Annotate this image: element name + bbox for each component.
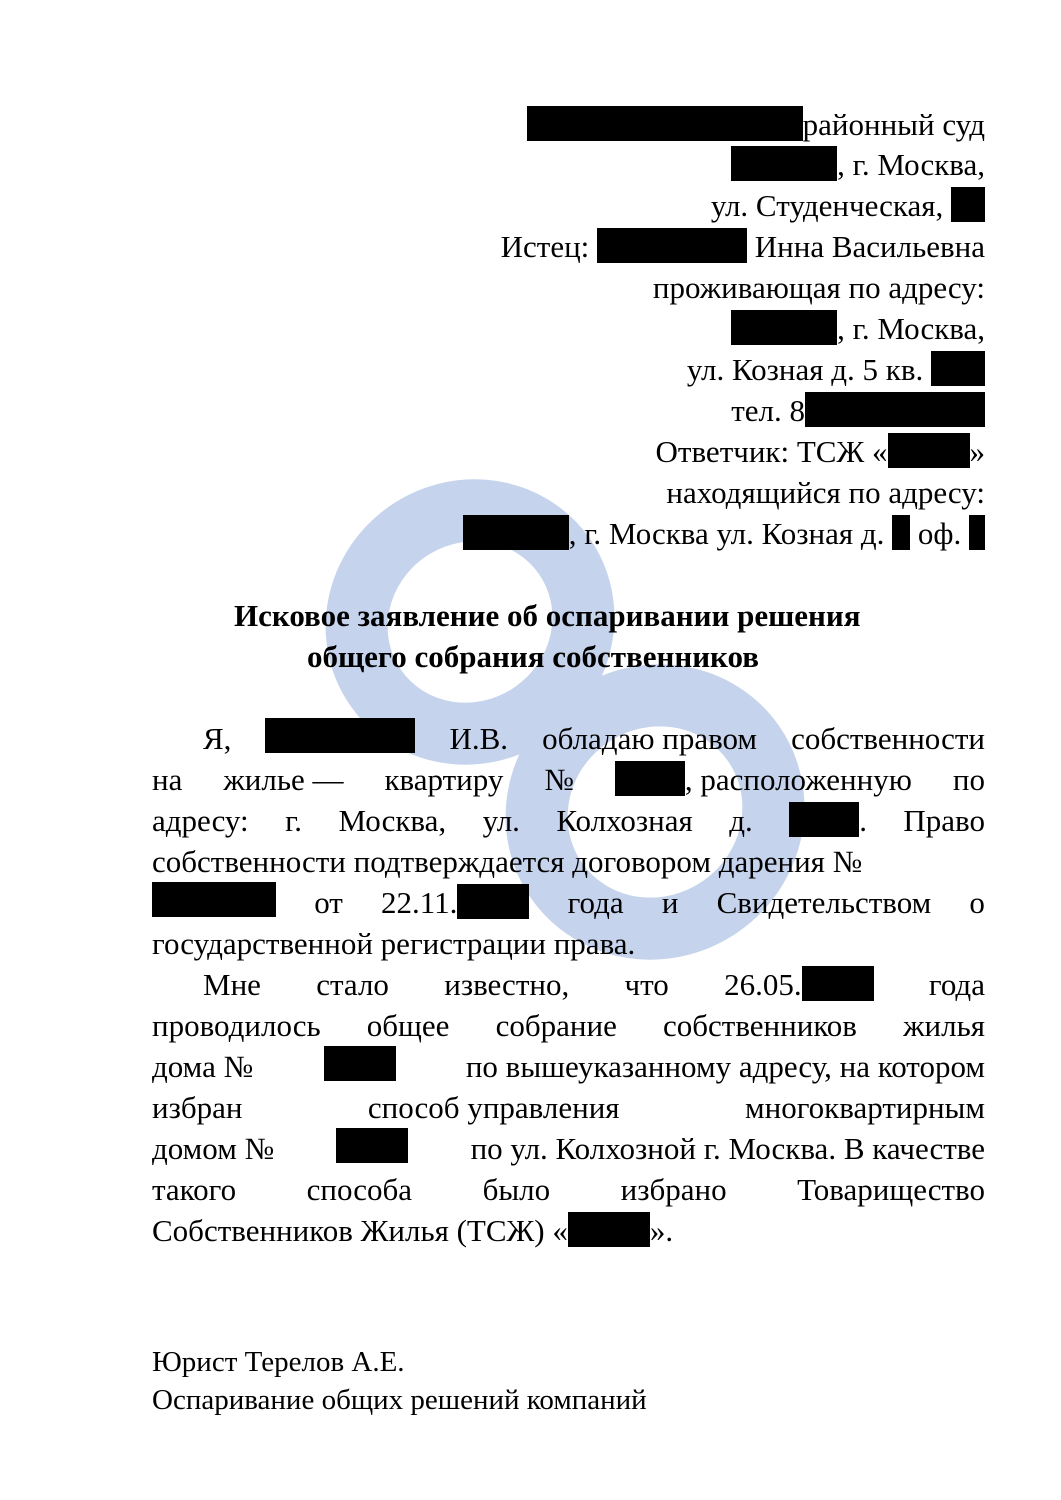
word: по вышеуказанному адресу, на котором	[465, 1049, 985, 1084]
word: Москва,	[338, 803, 447, 838]
word: Я,	[203, 721, 232, 756]
body-line	[152, 1005, 985, 1046]
redaction	[597, 228, 747, 263]
word: избран	[152, 1090, 243, 1125]
defendant-quote-close: »	[969, 434, 985, 469]
redaction	[951, 187, 985, 222]
redaction	[336, 1128, 408, 1163]
word: собственников	[663, 1008, 857, 1043]
plaintiff-street: ул. Козная д. 5 кв.	[686, 352, 924, 387]
redaction	[969, 515, 985, 550]
redaction	[731, 146, 837, 181]
word: .	[859, 803, 867, 838]
word: Мне	[203, 967, 261, 1002]
plaintiff-name: Инна Васильевна	[754, 229, 985, 264]
document-title-line-2: общего собрания собственников	[307, 639, 759, 674]
body-line: собственности подтверждается договором дарения №	[152, 844, 863, 879]
redaction	[731, 310, 837, 345]
body-line	[152, 1087, 985, 1128]
redaction	[802, 966, 874, 1001]
word: от	[314, 885, 343, 920]
plaintiff-label: Истец:	[500, 229, 590, 264]
word: проводилось	[152, 1008, 321, 1043]
word: собственности	[791, 721, 985, 756]
signature-role: Оспаривание общих решений компаний	[152, 1384, 647, 1416]
word: по	[952, 762, 985, 797]
court-line	[527, 104, 985, 145]
word: домом №	[152, 1131, 275, 1166]
word: известно,	[444, 967, 570, 1002]
word: Собственников Жилья (ТСЖ) «	[152, 1213, 568, 1248]
word: способа	[306, 1172, 413, 1207]
word: Свидетельством	[716, 885, 932, 920]
defendant-office: оф.	[917, 516, 962, 551]
document-title-line-1: Исковое заявление об оспаривании решения	[234, 598, 861, 633]
word: такого	[152, 1172, 237, 1207]
word: г.	[285, 803, 303, 838]
word: было	[482, 1172, 551, 1207]
plaintiff-city-line	[731, 308, 985, 349]
word: по ул. Колхозной г. Москва. В качестве	[470, 1131, 985, 1166]
word: 26.05.	[724, 967, 802, 1002]
redaction	[892, 515, 910, 550]
court-city-line	[731, 144, 985, 185]
word: года	[567, 885, 624, 920]
word: что	[624, 967, 669, 1002]
word: избрано	[620, 1172, 727, 1207]
redaction	[615, 761, 685, 796]
defendant-address: , г. Москва ул. Козная д.	[568, 516, 885, 551]
word: и	[661, 885, 679, 920]
signature-name: Юрист Терелов А.Е.	[152, 1346, 405, 1378]
word: , расположенную	[684, 762, 912, 797]
court-name: районный суд	[802, 107, 985, 142]
word: Колхозная	[556, 803, 693, 838]
word: адресу:	[152, 803, 249, 838]
body-line	[152, 882, 985, 923]
word: многоквартирным	[745, 1090, 985, 1125]
redaction	[265, 718, 415, 753]
redaction	[457, 884, 529, 919]
redaction	[152, 882, 276, 917]
redaction	[805, 392, 985, 427]
redaction	[463, 515, 569, 550]
court-street-line	[711, 185, 985, 226]
residing-line	[653, 267, 985, 308]
word: Право	[903, 803, 985, 838]
word: стало	[316, 967, 389, 1002]
body-line: государственной регистрации права.	[152, 926, 636, 961]
body-line	[203, 718, 985, 759]
word: квартиру	[384, 762, 504, 797]
body-line	[152, 759, 985, 800]
word: И.В.	[449, 721, 509, 756]
word: обладаю правом	[542, 721, 758, 756]
redaction	[568, 1212, 650, 1247]
defendant-line	[656, 431, 985, 472]
word: жилье —	[223, 762, 344, 797]
body-line	[152, 1169, 985, 1210]
word: о	[969, 885, 985, 920]
court-city: , г. Москва,	[837, 147, 985, 182]
word: 22.11.	[381, 885, 458, 920]
word: способ управления	[367, 1090, 620, 1125]
defendant-address-line	[463, 513, 985, 554]
residing-label: проживающая по адресу:	[652, 270, 985, 305]
body-line	[152, 1128, 985, 1169]
plaintiff-city: , г. Москва,	[837, 311, 985, 346]
word: д.	[729, 803, 753, 838]
body-line	[203, 964, 985, 1005]
word: года	[928, 967, 985, 1002]
redaction	[324, 1046, 396, 1081]
plaintiff-line	[501, 226, 985, 267]
plaintiff-street-line	[687, 349, 985, 390]
redaction	[789, 802, 859, 837]
redaction	[527, 106, 803, 141]
body-line	[152, 800, 985, 841]
word: ул.	[482, 803, 520, 838]
word: жилья	[903, 1008, 985, 1043]
located-line	[666, 472, 985, 513]
word: №	[544, 762, 574, 797]
word: собрание	[495, 1008, 617, 1043]
court-street: ул. Студенческая,	[710, 188, 944, 223]
redaction	[931, 351, 985, 386]
defendant-label: Ответчик: ТСЖ «	[655, 434, 888, 469]
redaction	[888, 433, 970, 468]
word: ».	[649, 1213, 674, 1248]
word: дома №	[152, 1049, 254, 1084]
word: Товарищество	[797, 1172, 985, 1207]
phone-line	[731, 390, 985, 431]
word: на	[152, 762, 183, 797]
phone-label: тел. 8	[731, 393, 805, 428]
body-line	[152, 1210, 673, 1251]
body-line	[152, 1046, 985, 1087]
located-label: находящийся по адресу:	[666, 475, 985, 510]
word: общее	[366, 1008, 450, 1043]
